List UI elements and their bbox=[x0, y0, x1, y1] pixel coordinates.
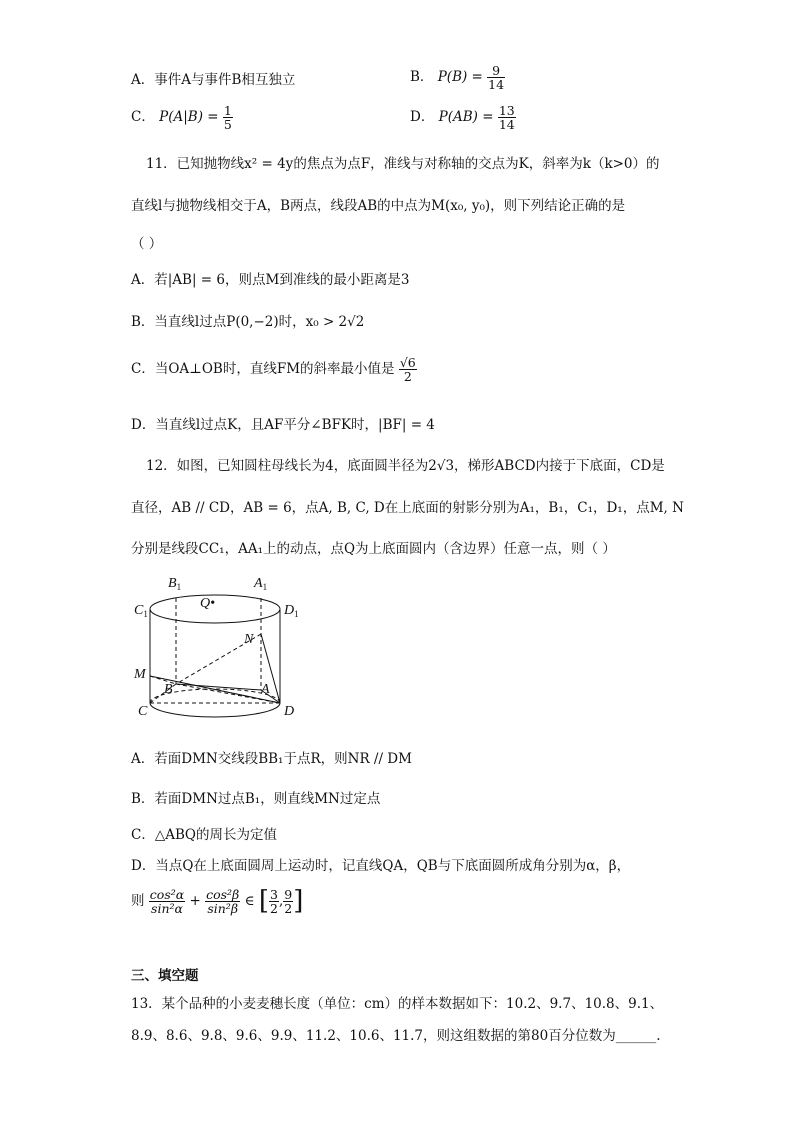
fraction-denominator: 14 bbox=[498, 117, 515, 133]
left-bracket: [ bbox=[258, 886, 270, 916]
fraction-numerator: cos²α bbox=[149, 886, 185, 902]
q11-option-d: D．当直线l过点K，且AF平分∠BFK时，|BF| = 4 bbox=[131, 417, 435, 433]
fraction-denominator: 2 bbox=[403, 369, 412, 385]
q12-stem-line3: 分别是线段CC₁，AA₁上的动点，点Q为上底面圆内（含边界）任意一点，则（ ） bbox=[131, 541, 616, 557]
fraction-numerator: 13 bbox=[498, 103, 515, 118]
label-a: A bbox=[261, 682, 270, 697]
q10-option-b-lhs: P(B) = bbox=[437, 69, 483, 86]
q10-option-c-lhs: P(A|B) = bbox=[159, 109, 219, 126]
fraction-numerator: 9 bbox=[487, 64, 505, 78]
q12-stem-line1: 12．如图，已知圆柱母线长为4，底面圆半径为2√3，梯形ABCD内接于下底面，CD是 bbox=[146, 458, 665, 474]
q13-line2: 8.9、8.6、9.8、9.6、9.9、11.2、10.6、11.7，则这组数据的第80百分位数为______. bbox=[131, 1028, 661, 1044]
q11-stem-line1: 11．已知抛物线x² = 4y的焦点为点F，准线与对称轴的交点为K，斜率为k（k>0）的 bbox=[146, 156, 660, 172]
q10-option-d-fraction bbox=[498, 104, 516, 131]
q10-option-b-label: B． bbox=[410, 69, 434, 86]
bottom-ellipse-front bbox=[150, 703, 280, 717]
fraction-numerator: 3 bbox=[270, 886, 278, 902]
label-b1: $B_1$ bbox=[168, 576, 182, 592]
fraction-numerator: cos²β bbox=[206, 886, 240, 902]
label-n: N bbox=[244, 632, 254, 647]
right-bracket: ] bbox=[293, 886, 304, 916]
q11-option-b: B．当直线l过点P(0,−2)时，x₀ > 2√2 bbox=[131, 314, 365, 330]
q10-option-a: A．事件A与事件B相互独立 bbox=[131, 72, 296, 88]
fraction-denominator: 14 bbox=[488, 77, 505, 93]
q12-option-c: C．△ABQ的周长为定值 bbox=[131, 827, 277, 843]
fraction-numerator: 9 bbox=[284, 886, 293, 902]
q11-option-c bbox=[131, 356, 417, 383]
q10-option-c-fraction bbox=[223, 104, 233, 131]
section-heading: 三、填空题 bbox=[131, 968, 199, 984]
fraction-denominator: 2 bbox=[270, 901, 278, 917]
q12-option-d-line2: 则 $\frac{\text{cos²α}}{\text{sin²α}}$ + $\frac{\text{cos²β}}{\text{sin²β}}$ ∈ [ $\frac{3}{2}$ , $\frac{9}{2}$ ] bbox=[131, 886, 304, 917]
q12-option-a: A．若面DMN交线段BB₁于点R，则NR // DM bbox=[131, 751, 412, 767]
q12-d-fraction-beta bbox=[205, 888, 240, 915]
q10-option-c bbox=[131, 104, 233, 131]
label-m: M bbox=[134, 667, 146, 682]
cylinder-figure bbox=[128, 572, 308, 724]
q12-d-prefix: 则 bbox=[131, 893, 145, 910]
q10-option-d-lhs: P(AB) = bbox=[438, 109, 494, 126]
element-of-sign: ∈ bbox=[244, 893, 255, 910]
label-c: C bbox=[138, 704, 148, 719]
interval-left bbox=[269, 888, 279, 915]
q10-option-d bbox=[410, 104, 516, 131]
q11-option-c-fraction bbox=[399, 356, 417, 383]
label-a1: $A_1$ bbox=[254, 576, 268, 592]
interval-right bbox=[283, 888, 293, 915]
q10-option-d-label: D． bbox=[410, 109, 435, 126]
plus-sign: + bbox=[189, 893, 201, 910]
q10-option-b-fraction bbox=[487, 64, 505, 91]
label-d: D bbox=[284, 704, 295, 719]
q11-stem-line2: 直线l与抛物线相交于A，B两点，线段AB的中点为M(x₀, y₀)，则下列结论正确的是 bbox=[131, 198, 626, 214]
label-d1: $D_1$ bbox=[284, 603, 299, 619]
q12-stem-line2: 直径，AB // CD，AB = 6，点A, B, C, D在上底面的射影分别为A₁，B₁，C₁，D₁，点M, N bbox=[131, 500, 684, 516]
q10-option-b bbox=[410, 64, 505, 91]
label-c1: $C_1$ bbox=[134, 603, 148, 619]
fraction-numerator: √6 bbox=[399, 355, 416, 370]
q12-d-fraction-alpha bbox=[149, 888, 185, 915]
fraction-denominator: 2 bbox=[284, 901, 293, 917]
label-q: Q• bbox=[200, 596, 216, 611]
fraction-denominator: sin²β bbox=[207, 901, 239, 917]
fraction-denominator: sin²α bbox=[151, 901, 183, 917]
fraction-denominator: 5 bbox=[223, 117, 232, 133]
q11-option-c-text: C．当OA⊥OB时，直线FM的斜率最小值是 bbox=[131, 361, 395, 378]
q11-option-a: A．若|AB| = 6，则点M到准线的最小距离是3 bbox=[131, 272, 410, 288]
q12-option-b: B．若面DMN过点B₁，则直线MN过定点 bbox=[131, 791, 381, 807]
label-b: B bbox=[164, 682, 173, 697]
q10-option-c-label: C． bbox=[131, 109, 155, 126]
q11-answer-bracket: （ ） bbox=[131, 236, 163, 252]
fraction-numerator: 1 bbox=[223, 103, 232, 118]
q12-option-d-line1: D．当点Q在上底面圆周上运动时，记直线QA，QB与下底面圆所成角分别为α，β， bbox=[131, 858, 631, 874]
q13-line1: 13．某个品种的小麦麦穗长度（单位：cm）的样本数据如下：10.2、9.7、10.8、9.1、 bbox=[131, 996, 664, 1012]
